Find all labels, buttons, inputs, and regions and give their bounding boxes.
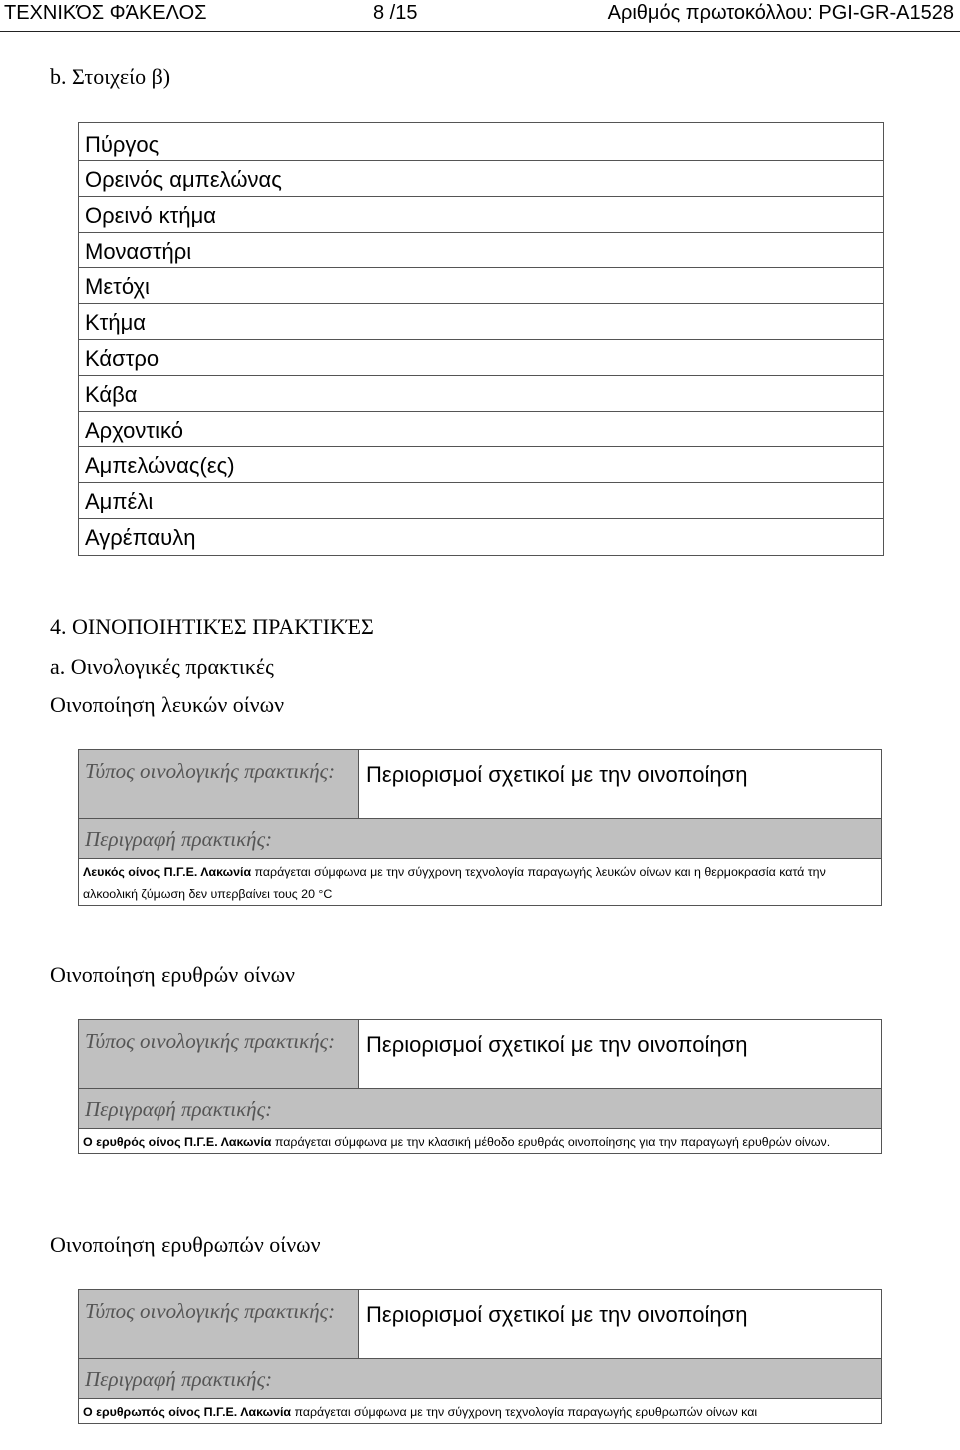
list-item: Κτήμα xyxy=(79,304,883,340)
section-4-heading: 4. ΟΙΝΟΠΟΙΗΤΙΚΈΣ ΠΡΑΚΤΙΚΈΣ xyxy=(50,614,374,639)
list-item: Κάστρο xyxy=(79,340,883,376)
practice-description xyxy=(79,859,881,905)
red-wine-title: Οινοποίηση ερυθρών οίνων xyxy=(50,962,295,987)
wine-name: Ο ερυθρός οίνος Π.Γ.Ε. Λακωνία xyxy=(83,1135,272,1149)
list-item: Αρχοντικό xyxy=(79,412,883,448)
restrictions-label: Περιορισμοί σχετικοί με την οινοποίηση xyxy=(366,762,748,787)
description-label: Περιγραφή πρακτικής: xyxy=(79,819,881,859)
practice-description xyxy=(79,1129,881,1153)
list-item: Μοναστήρι xyxy=(79,233,883,269)
wine-name: Ο ερυθρωπός οίνος Π.Γ.Ε. Λακωνία xyxy=(83,1405,292,1419)
description-text: παράγεται σύμφωνα με την κλασική μέθοδο ερυθράς οινοποίησης για την παραγωγή ερυθρών οίνων. xyxy=(271,1135,831,1149)
white-wine-table xyxy=(78,749,882,906)
description-text: παράγεται σύμφωνα με την σύγχρονη τεχνολογία παραγωγής ερυθρωπών οίνων και xyxy=(291,1405,758,1419)
restrictions-label: Περιορισμοί σχετικοί με την οινοποίηση xyxy=(366,1032,748,1057)
list-item: Αμπελώνας(ες) xyxy=(79,447,883,483)
rose-wine-table xyxy=(78,1289,882,1424)
name-list-box xyxy=(78,122,884,556)
page-number: 8 /15 xyxy=(373,2,418,24)
wine-name: Λευκός οίνος Π.Γ.Ε. Λακωνία xyxy=(83,865,252,879)
type-label: Τύπος οινολογικής πρακτικής: xyxy=(79,1020,359,1088)
list-item: Μετόχι xyxy=(79,268,883,304)
list-item: Αγρέπαυλη xyxy=(85,524,196,550)
type-label: Τύπος οινολογικής πρακτικής: xyxy=(79,750,359,818)
red-wine-table xyxy=(78,1019,882,1154)
white-wine-title: Οινοποίηση λευκών οίνων xyxy=(50,692,285,717)
protocol-number: Αριθμός πρωτοκόλλου: PGI-GR-A1528 xyxy=(607,2,954,24)
list-item: Πύργος xyxy=(79,123,883,161)
restrictions-label: Περιορισμοί σχετικοί με την οινοποίηση xyxy=(366,1302,748,1327)
list-item: Ορεινός αμπελώνας xyxy=(79,161,883,197)
section-4a-heading: a. Οινολογικές πρακτικές xyxy=(50,654,274,679)
section-b-heading: b. Στοιχείο β) xyxy=(50,64,171,89)
rose-wine-title: Οινοποίηση ερυθρωπών οίνων xyxy=(50,1232,321,1257)
page-header xyxy=(0,0,960,32)
description-label: Περιγραφή πρακτικής: xyxy=(79,1089,881,1129)
document-title: ΤΕΧΝΙΚΌΣ ΦΆΚΕΛΟΣ xyxy=(4,2,207,24)
type-label: Τύπος οινολογικής πρακτικής: xyxy=(79,1290,359,1358)
list-item: Ορεινό κτήμα xyxy=(79,197,883,233)
list-item: Κάβα xyxy=(79,376,883,412)
list-item: Αμπέλι xyxy=(79,483,883,519)
practice-description xyxy=(79,1399,881,1423)
description-text: παράγεται σύμφωνα με την σύγχρονη τεχνολογία παραγωγής λευκών οίνων και η θερμοκρασία κατά την αλκοολική ζύμωση δεν υπερβαίνει τους 20 °C xyxy=(83,865,826,901)
description-label: Περιγραφή πρακτικής: xyxy=(79,1359,881,1399)
